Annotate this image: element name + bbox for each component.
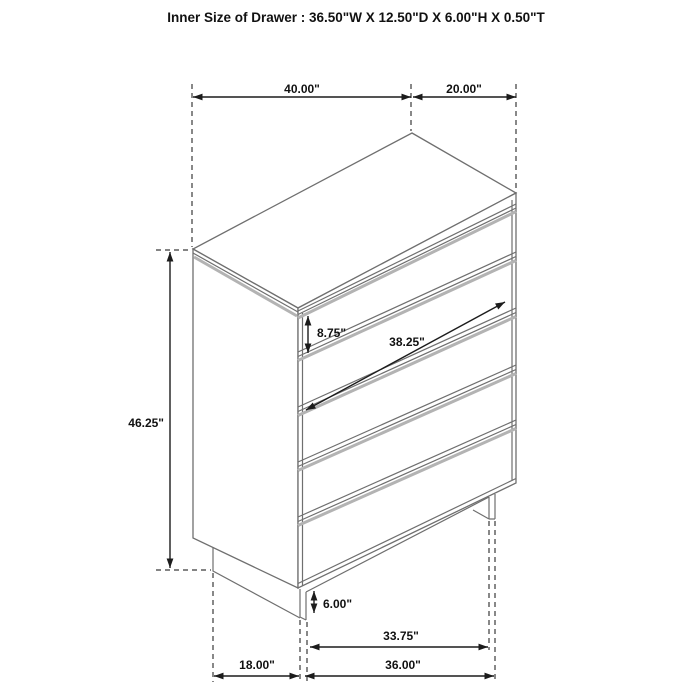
leg-height-label: 6.00" [323, 597, 353, 611]
dimension-base-inner-width [310, 629, 488, 647]
dimension-top-depth [413, 82, 516, 97]
drawer-opening-width-label: 38.25" [389, 335, 425, 349]
dimension-overall-height [128, 252, 170, 568]
top-width-label: 40.00" [284, 82, 320, 96]
page-title: Inner Size of Drawer : 36.50"W X 12.50"D X 6.00"H X 0.50"T [167, 10, 545, 25]
base-inner-width-label: 33.75" [383, 629, 419, 643]
side-depth-label: 18.00" [239, 658, 275, 672]
overall-height-label: 46.25" [128, 416, 164, 430]
base-width-label: 36.00" [385, 658, 421, 672]
chest-side-face [193, 249, 298, 588]
dimension-base-width [305, 658, 494, 676]
top-depth-label: 20.00" [446, 82, 482, 96]
dimension-side-depth [214, 658, 299, 676]
dimension-top-width [193, 82, 411, 97]
drawer-front-height-label: 8.75" [317, 326, 347, 340]
dimension-leg-height [314, 591, 352, 613]
chest-drawing [193, 133, 516, 620]
